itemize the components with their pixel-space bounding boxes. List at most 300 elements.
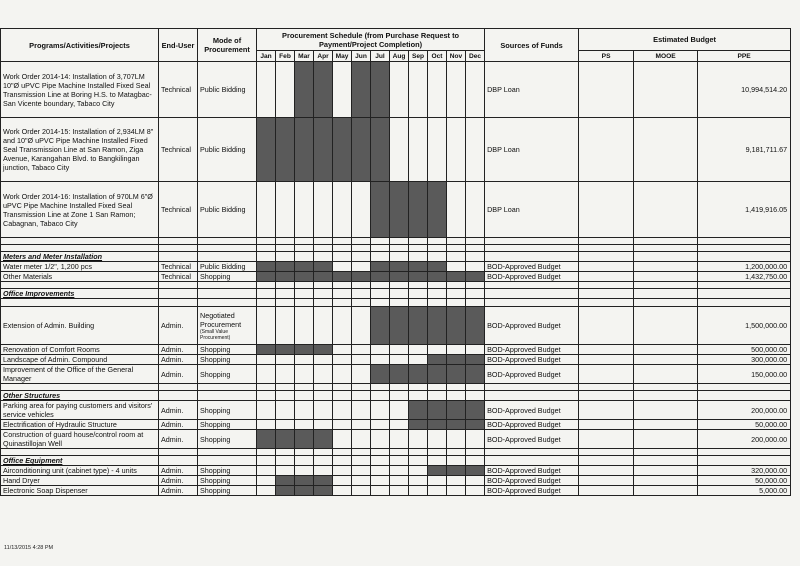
ppe-cell: 150,000.00 xyxy=(698,365,791,384)
schedule-cell xyxy=(314,262,333,272)
mode-label: Public Bidding xyxy=(200,205,246,214)
ps-cell xyxy=(579,62,634,118)
empty-cell xyxy=(295,282,314,289)
empty-cell xyxy=(352,449,371,456)
empty-cell xyxy=(485,391,579,401)
empty-cell xyxy=(485,384,579,391)
schedule-cell xyxy=(295,272,314,282)
end-user-cell: Technical xyxy=(159,182,198,238)
schedule-cell xyxy=(352,466,371,476)
empty-cell xyxy=(276,245,295,252)
empty-cell xyxy=(447,391,466,401)
empty-cell xyxy=(198,391,257,401)
schedule-cell xyxy=(428,420,447,430)
empty-cell xyxy=(390,282,409,289)
blank-row xyxy=(1,282,791,289)
empty-cell xyxy=(352,299,371,307)
empty-cell xyxy=(466,391,485,401)
empty-cell xyxy=(198,449,257,456)
schedule-cell xyxy=(257,420,276,430)
blank-row xyxy=(1,384,791,391)
schedule-cell xyxy=(314,365,333,384)
schedule-cell xyxy=(295,466,314,476)
mode-label: Shopping xyxy=(200,369,231,379)
schedule-cell xyxy=(409,476,428,486)
mode-label: Public Bidding xyxy=(200,145,246,154)
schedule-cell xyxy=(257,118,276,182)
empty-cell xyxy=(447,456,466,466)
schedule-cell xyxy=(295,365,314,384)
schedule-cell xyxy=(371,430,390,449)
empty-cell xyxy=(276,449,295,456)
ppe-cell: 200,000.00 xyxy=(698,430,791,449)
empty-cell xyxy=(276,289,295,299)
section-title: Office Equipment xyxy=(1,456,159,466)
ppe-cell: 50,000.00 xyxy=(698,420,791,430)
mooe-cell xyxy=(634,62,698,118)
empty-cell xyxy=(634,456,698,466)
schedule-cell xyxy=(295,307,314,345)
schedule-cell xyxy=(333,486,352,496)
schedule-cell xyxy=(447,307,466,345)
schedule-cell xyxy=(295,182,314,238)
ppe-cell: 10,994,514.20 xyxy=(698,62,791,118)
schedule-cell xyxy=(352,118,371,182)
empty-cell xyxy=(390,384,409,391)
header-programs: Programs/Activities/Projects xyxy=(1,29,159,62)
empty-cell xyxy=(257,391,276,401)
empty-cell xyxy=(428,384,447,391)
schedule-cell xyxy=(409,262,428,272)
table-row xyxy=(1,430,791,449)
print-timestamp: 11/13/2015 4:28 PM xyxy=(4,545,54,551)
schedule-cell xyxy=(333,355,352,365)
schedule-cell xyxy=(276,307,295,345)
empty-cell xyxy=(485,252,579,262)
schedule-cell xyxy=(390,476,409,486)
empty-cell xyxy=(579,449,634,456)
empty-cell xyxy=(579,289,634,299)
empty-cell xyxy=(198,289,257,299)
empty-cell xyxy=(295,456,314,466)
empty-cell xyxy=(276,456,295,466)
schedule-cell xyxy=(314,182,333,238)
mooe-cell xyxy=(634,466,698,476)
empty-cell xyxy=(466,449,485,456)
schedule-cell xyxy=(276,401,295,420)
source-cell: DBP Loan xyxy=(485,62,579,118)
schedule-cell xyxy=(333,420,352,430)
schedule-cell xyxy=(409,307,428,345)
schedule-cell xyxy=(295,62,314,118)
empty-cell xyxy=(314,282,333,289)
empty-cell xyxy=(257,384,276,391)
mode-cell xyxy=(198,62,257,118)
schedule-cell xyxy=(390,345,409,355)
schedule-cell xyxy=(371,466,390,476)
schedule-cell xyxy=(257,430,276,449)
schedule-cell xyxy=(295,420,314,430)
schedule-cell xyxy=(428,355,447,365)
empty-cell xyxy=(698,384,791,391)
program-cell: Work Order 2014-15: Installation of 2,934LM 8" and 10"Ø uPVC Pipe Machine Installed Fixed Seal Transmission Line at San Ramon, Ziga Avenue, Karangahan Blvd. to Bangkilingan junction, Tabaco City xyxy=(1,118,159,182)
month-header: Nov xyxy=(447,51,466,62)
schedule-cell xyxy=(314,272,333,282)
empty-cell xyxy=(314,245,333,252)
empty-cell xyxy=(1,384,159,391)
empty-cell xyxy=(409,449,428,456)
empty-cell xyxy=(352,384,371,391)
source-cell: BOD-Approved Budget xyxy=(485,345,579,355)
empty-cell xyxy=(333,456,352,466)
schedule-cell xyxy=(257,476,276,486)
schedule-cell xyxy=(276,466,295,476)
table-body xyxy=(1,62,791,496)
empty-cell xyxy=(466,384,485,391)
schedule-cell xyxy=(295,430,314,449)
end-user-cell: Admin. xyxy=(159,401,198,420)
schedule-cell xyxy=(428,476,447,486)
empty-cell xyxy=(257,282,276,289)
schedule-cell xyxy=(352,420,371,430)
mode-label: Shopping xyxy=(200,420,231,429)
empty-cell xyxy=(295,252,314,262)
header-end-user: End-User xyxy=(159,29,198,62)
end-user-cell: Technical xyxy=(159,262,198,272)
empty-cell xyxy=(159,252,198,262)
schedule-cell xyxy=(257,272,276,282)
schedule-cell xyxy=(409,182,428,238)
schedule-cell xyxy=(409,365,428,384)
empty-cell xyxy=(698,299,791,307)
empty-cell xyxy=(333,245,352,252)
empty-cell xyxy=(371,449,390,456)
schedule-cell xyxy=(447,466,466,476)
schedule-cell xyxy=(314,430,333,449)
schedule-cell xyxy=(333,272,352,282)
empty-cell xyxy=(428,282,447,289)
schedule-cell xyxy=(352,345,371,355)
table-row xyxy=(1,355,791,365)
program-cell: Landscape of Admin. Compound xyxy=(1,355,159,365)
schedule-cell xyxy=(371,262,390,272)
empty-cell xyxy=(390,456,409,466)
schedule-cell xyxy=(314,486,333,496)
empty-cell xyxy=(466,456,485,466)
schedule-cell xyxy=(409,420,428,430)
section-row xyxy=(1,391,791,401)
empty-cell xyxy=(198,384,257,391)
ppe-cell: 320,000.00 xyxy=(698,466,791,476)
empty-cell xyxy=(333,299,352,307)
schedule-cell xyxy=(257,262,276,272)
schedule-cell xyxy=(466,118,485,182)
empty-cell xyxy=(257,238,276,245)
table-row xyxy=(1,272,791,282)
header-sources-of-funds: Sources of Funds xyxy=(485,29,579,62)
schedule-cell xyxy=(352,62,371,118)
schedule-cell xyxy=(352,262,371,272)
schedule-cell xyxy=(390,401,409,420)
empty-cell xyxy=(698,252,791,262)
schedule-cell xyxy=(466,307,485,345)
ps-cell xyxy=(579,476,634,486)
mode-cell xyxy=(198,430,257,449)
ppe-cell: 300,000.00 xyxy=(698,355,791,365)
blank-row xyxy=(1,449,791,456)
empty-cell xyxy=(1,299,159,307)
schedule-cell xyxy=(466,466,485,476)
schedule-cell xyxy=(295,118,314,182)
empty-cell xyxy=(371,289,390,299)
schedule-cell xyxy=(428,118,447,182)
schedule-cell xyxy=(447,182,466,238)
schedule-cell xyxy=(466,62,485,118)
empty-cell xyxy=(257,289,276,299)
ps-cell xyxy=(579,365,634,384)
mooe-cell xyxy=(634,401,698,420)
program-cell: Electrification of Hydraulic Structure xyxy=(1,420,159,430)
empty-cell xyxy=(371,384,390,391)
empty-cell xyxy=(198,238,257,245)
mode-label: Shopping xyxy=(200,355,231,364)
mode-label: Shopping xyxy=(200,272,231,281)
empty-cell xyxy=(352,456,371,466)
table-row xyxy=(1,345,791,355)
schedule-cell xyxy=(466,182,485,238)
empty-cell xyxy=(579,245,634,252)
empty-cell xyxy=(257,449,276,456)
empty-cell xyxy=(159,449,198,456)
schedule-cell xyxy=(333,182,352,238)
schedule-cell xyxy=(447,486,466,496)
empty-cell xyxy=(698,449,791,456)
program-cell: Electronic Soap Dispenser xyxy=(1,486,159,496)
empty-cell xyxy=(428,299,447,307)
procurement-plan-sheet xyxy=(0,28,790,496)
schedule-cell xyxy=(276,272,295,282)
mode-label: Shopping xyxy=(200,345,231,354)
source-cell: BOD-Approved Budget xyxy=(485,272,579,282)
program-cell: Work Order 2014-14: Installation of 3,707LM 10"Ø uPVC Pipe Machine Installed Fixed Seal Transmission Line at Boring H.S. to Matagbac-San Vicente boundary, Tabaco City xyxy=(1,62,159,118)
empty-cell xyxy=(371,245,390,252)
empty-cell xyxy=(579,238,634,245)
table-row xyxy=(1,401,791,420)
empty-cell xyxy=(295,238,314,245)
schedule-cell xyxy=(390,486,409,496)
empty-cell xyxy=(198,299,257,307)
empty-cell xyxy=(485,289,579,299)
schedule-cell xyxy=(447,430,466,449)
empty-cell xyxy=(276,238,295,245)
end-user-cell: Admin. xyxy=(159,486,198,496)
empty-cell xyxy=(634,299,698,307)
ps-cell xyxy=(579,272,634,282)
table-row xyxy=(1,262,791,272)
empty-cell xyxy=(276,391,295,401)
section-title: Meters and Meter Installation xyxy=(1,252,159,262)
mode-cell xyxy=(198,345,257,355)
ppe-cell: 1,432,750.00 xyxy=(698,272,791,282)
schedule-cell xyxy=(257,345,276,355)
program-cell: Airconditioning unit (cabinet type) - 4 units xyxy=(1,466,159,476)
source-cell: BOD-Approved Budget xyxy=(485,486,579,496)
schedule-cell xyxy=(466,365,485,384)
schedule-cell xyxy=(390,365,409,384)
schedule-cell xyxy=(371,182,390,238)
schedule-cell xyxy=(276,430,295,449)
month-header: Jan xyxy=(257,51,276,62)
month-header: Dec xyxy=(466,51,485,62)
empty-cell xyxy=(333,238,352,245)
empty-cell xyxy=(447,289,466,299)
empty-cell xyxy=(698,245,791,252)
mode-cell xyxy=(198,420,257,430)
schedule-cell xyxy=(295,486,314,496)
empty-cell xyxy=(409,456,428,466)
ppe-cell: 9,181,711.67 xyxy=(698,118,791,182)
empty-cell xyxy=(466,245,485,252)
ps-cell xyxy=(579,430,634,449)
mode-label: Public Bidding xyxy=(200,262,246,271)
source-cell: DBP Loan xyxy=(485,182,579,238)
empty-cell xyxy=(698,289,791,299)
empty-cell xyxy=(409,384,428,391)
ps-cell xyxy=(579,262,634,272)
empty-cell xyxy=(352,238,371,245)
schedule-cell xyxy=(295,401,314,420)
empty-cell xyxy=(579,456,634,466)
empty-cell xyxy=(352,252,371,262)
month-header: Oct xyxy=(428,51,447,62)
empty-cell xyxy=(579,252,634,262)
empty-cell xyxy=(371,456,390,466)
schedule-cell xyxy=(371,486,390,496)
program-cell: Renovation of Comfort Rooms xyxy=(1,345,159,355)
schedule-cell xyxy=(447,355,466,365)
ps-cell xyxy=(579,355,634,365)
header-ps: PS xyxy=(579,51,634,62)
schedule-cell xyxy=(333,476,352,486)
mooe-cell xyxy=(634,486,698,496)
empty-cell xyxy=(159,299,198,307)
schedule-cell xyxy=(314,466,333,476)
empty-cell xyxy=(447,299,466,307)
header-mode-of-procurement: Mode of Procurement xyxy=(198,29,257,62)
empty-cell xyxy=(634,282,698,289)
mooe-cell xyxy=(634,476,698,486)
empty-cell xyxy=(257,252,276,262)
table-row xyxy=(1,62,791,118)
schedule-cell xyxy=(390,182,409,238)
program-cell: Extension of Admin. Building xyxy=(1,307,159,345)
mode-cell xyxy=(198,272,257,282)
table-row xyxy=(1,365,791,384)
schedule-cell xyxy=(276,182,295,238)
empty-cell xyxy=(371,282,390,289)
schedule-cell xyxy=(333,345,352,355)
empty-cell xyxy=(409,289,428,299)
end-user-cell: Technical xyxy=(159,118,198,182)
mooe-cell xyxy=(634,182,698,238)
schedule-cell xyxy=(352,272,371,282)
program-cell: Work Order 2014-16: Installation of 970LM 6"Ø uPVC Pipe Machine Installed Fixed Seal Transmission Line at Zone 1 San Ramon; Cabagnan, Tabaco City xyxy=(1,182,159,238)
schedule-cell xyxy=(447,262,466,272)
schedule-cell xyxy=(390,466,409,476)
empty-cell xyxy=(333,384,352,391)
empty-cell xyxy=(466,299,485,307)
empty-cell xyxy=(352,391,371,401)
mode-cell xyxy=(198,182,257,238)
mode-label: Negotiated Procurement xyxy=(200,310,242,329)
empty-cell xyxy=(579,299,634,307)
schedule-cell xyxy=(352,401,371,420)
empty-cell xyxy=(447,238,466,245)
schedule-cell xyxy=(447,118,466,182)
empty-cell xyxy=(314,391,333,401)
schedule-cell xyxy=(428,430,447,449)
empty-cell xyxy=(159,289,198,299)
empty-cell xyxy=(295,384,314,391)
mode-note: (Small Value Procurement) xyxy=(200,328,231,341)
section-row xyxy=(1,456,791,466)
source-cell: BOD-Approved Budget xyxy=(485,307,579,345)
schedule-cell xyxy=(333,401,352,420)
schedule-cell xyxy=(352,307,371,345)
end-user-cell: Admin. xyxy=(159,355,198,365)
empty-cell xyxy=(390,252,409,262)
empty-cell xyxy=(257,245,276,252)
month-header: Mar xyxy=(295,51,314,62)
schedule-cell xyxy=(466,272,485,282)
empty-cell xyxy=(428,245,447,252)
mode-cell xyxy=(198,307,257,345)
empty-cell xyxy=(698,391,791,401)
schedule-cell xyxy=(257,355,276,365)
schedule-cell xyxy=(428,345,447,355)
schedule-cell xyxy=(276,486,295,496)
empty-cell xyxy=(333,449,352,456)
section-title: Other Structures xyxy=(1,391,159,401)
schedule-cell xyxy=(371,420,390,430)
section-row xyxy=(1,252,791,262)
empty-cell xyxy=(447,252,466,262)
empty-cell xyxy=(634,391,698,401)
empty-cell xyxy=(409,299,428,307)
empty-cell xyxy=(579,384,634,391)
table-row xyxy=(1,307,791,345)
mode-label: Shopping xyxy=(200,476,231,485)
empty-cell xyxy=(409,252,428,262)
empty-cell xyxy=(409,282,428,289)
empty-cell xyxy=(198,245,257,252)
section-title: Office Improvements xyxy=(1,289,159,299)
end-user-cell: Admin. xyxy=(159,476,198,486)
schedule-cell xyxy=(276,118,295,182)
empty-cell xyxy=(409,391,428,401)
schedule-cell xyxy=(352,476,371,486)
schedule-cell xyxy=(352,430,371,449)
empty-cell xyxy=(1,245,159,252)
empty-cell xyxy=(295,245,314,252)
ps-cell xyxy=(579,345,634,355)
empty-cell xyxy=(314,449,333,456)
empty-cell xyxy=(371,238,390,245)
schedule-cell xyxy=(466,355,485,365)
schedule-cell xyxy=(257,365,276,384)
empty-cell xyxy=(634,289,698,299)
empty-cell xyxy=(159,282,198,289)
